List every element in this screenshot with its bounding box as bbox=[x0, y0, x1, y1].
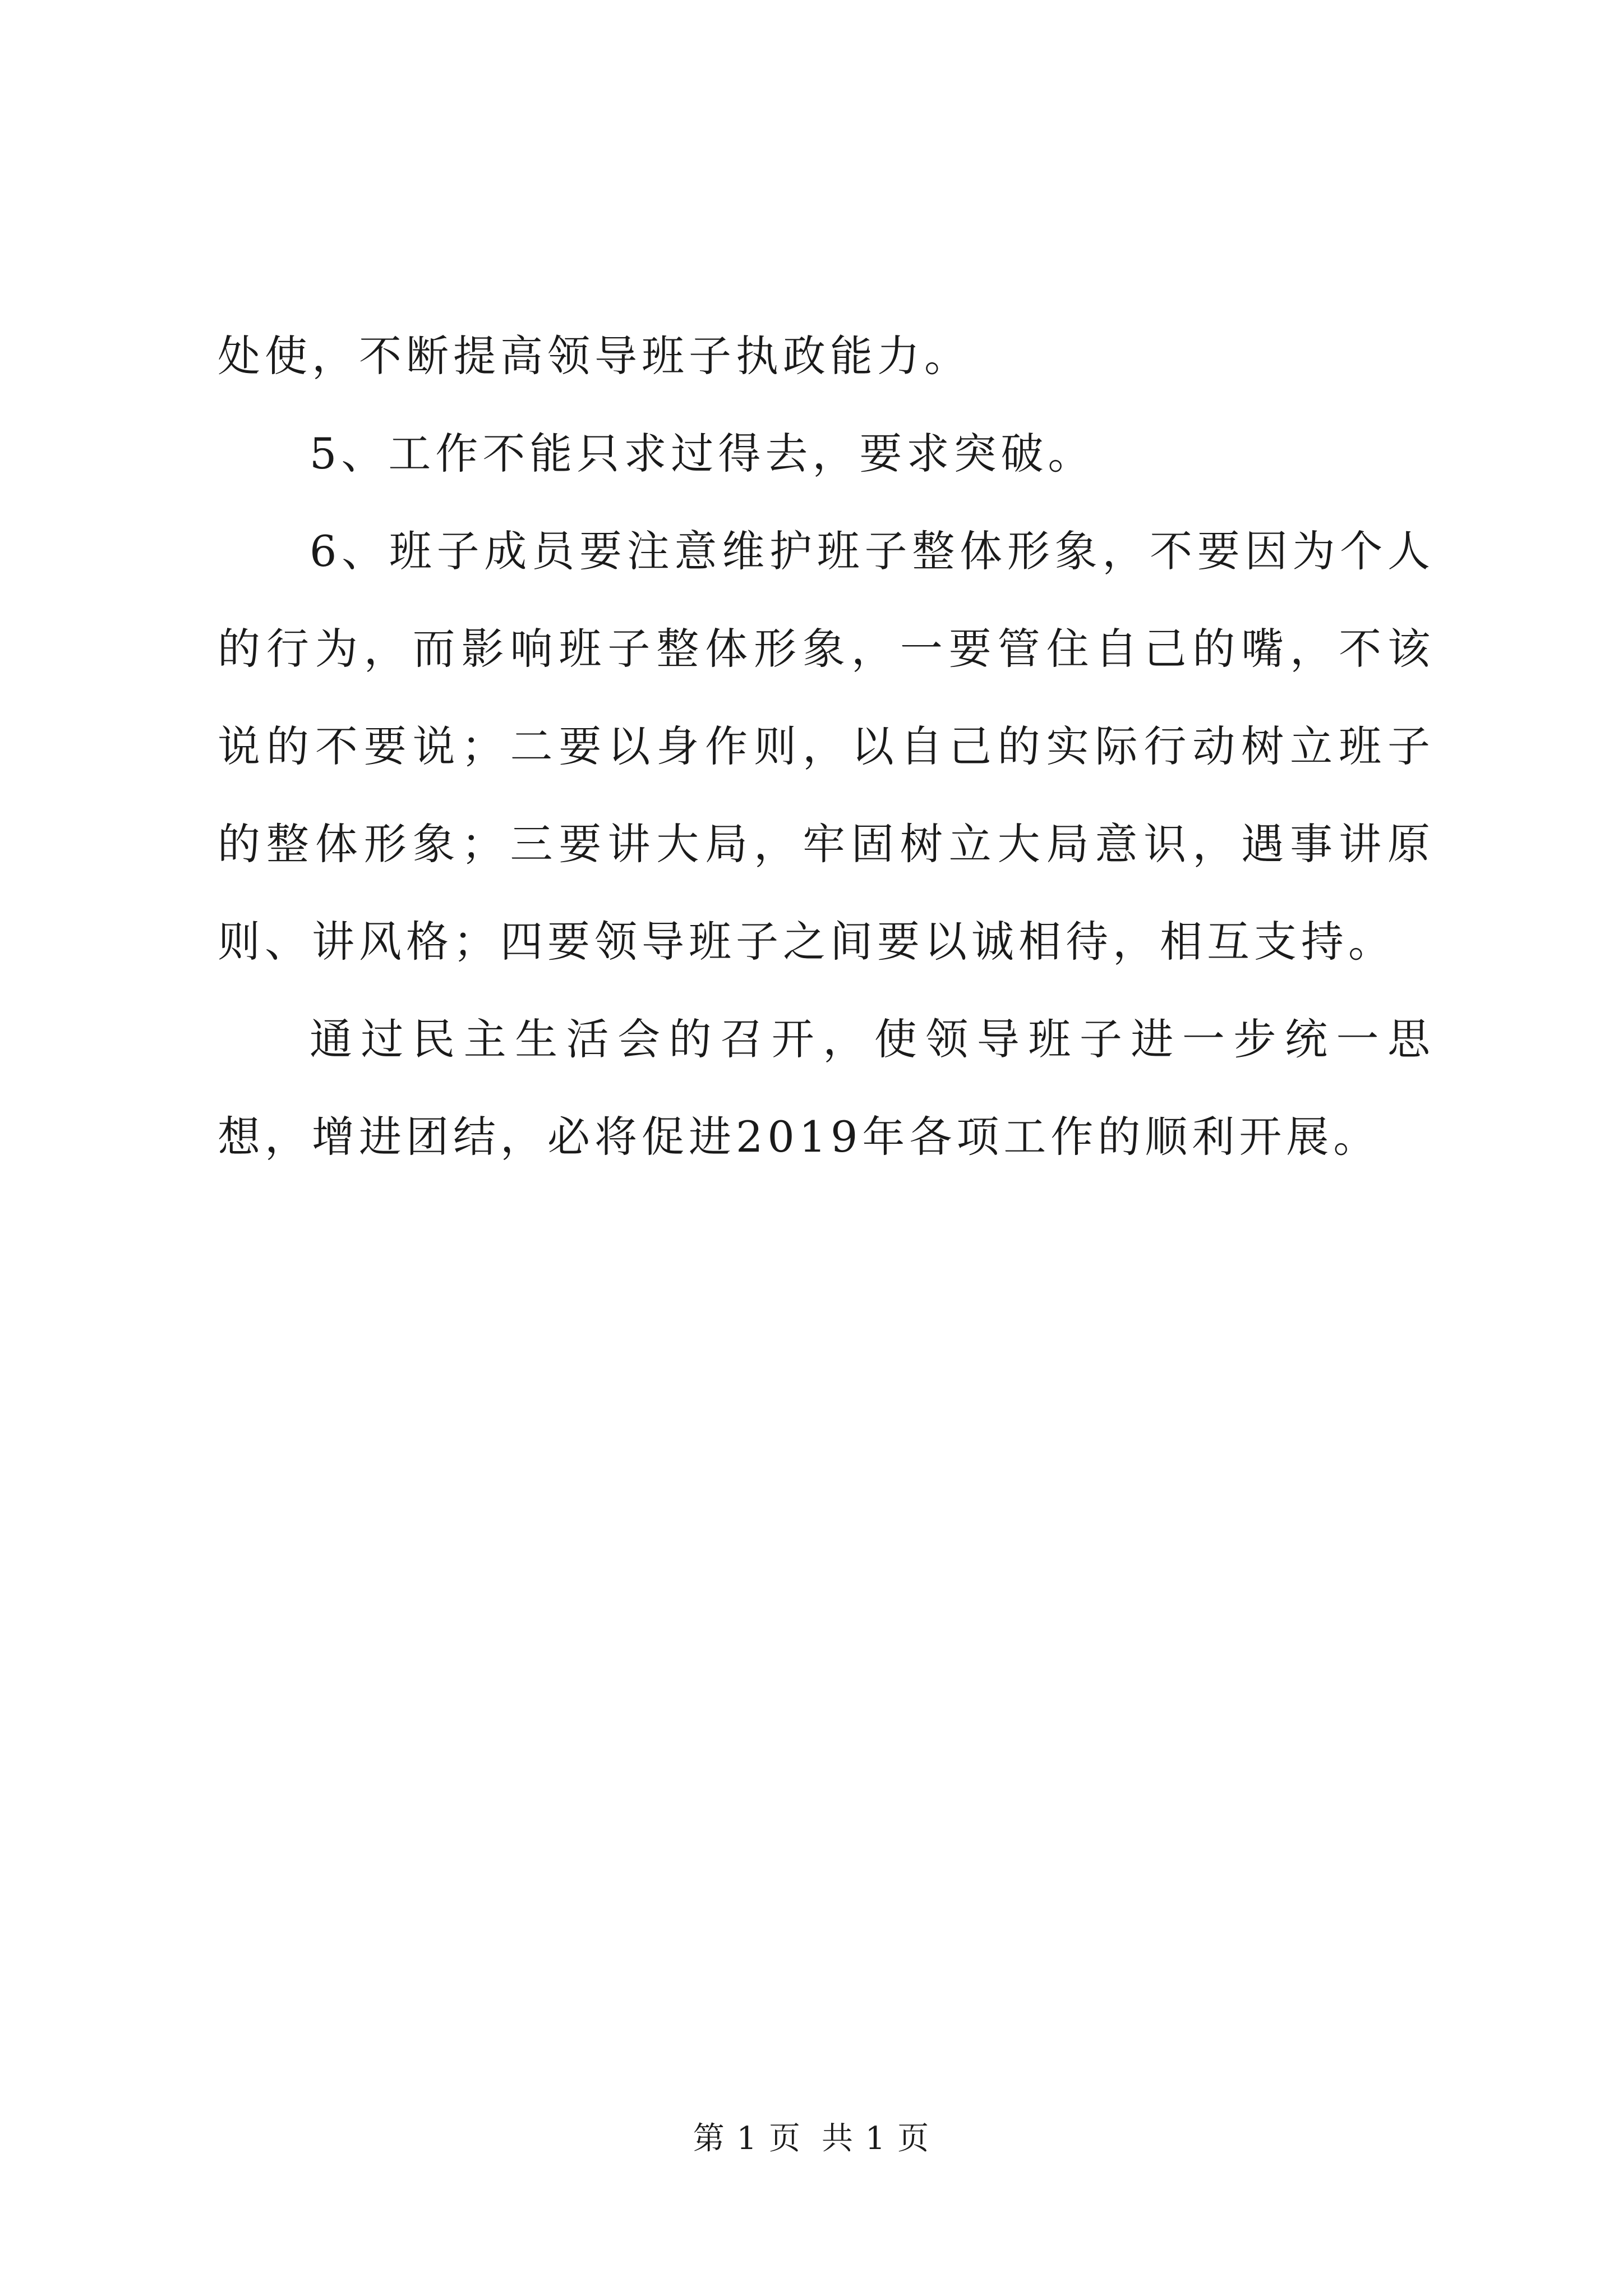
page-number-current: 第 1 页 bbox=[693, 2120, 801, 2157]
paragraph-conclusion: 通过民主生活会的召开，使领导班子进一步统一思想，增进团结，必将促进2019年各项工作的顺利开展。 bbox=[218, 1014, 1435, 1162]
page-number-total: 共 1 页 bbox=[822, 2120, 930, 2157]
page-footer bbox=[0, 2119, 1623, 2159]
paragraph-item-5: 5、工作不能只求过得去，要求突破。 bbox=[310, 429, 1095, 478]
document-body bbox=[218, 307, 1435, 1186]
paragraph-continuation: 处使，不断提高领导班子执政能力。 bbox=[218, 331, 971, 381]
paragraph-item-6: 6、班子成员要注意维护班子整体形象，不要因为个人的行为，而影响班子整体形象，一要管住自己的嘴，不该说的不要说；二要以身作则，以自己的实际行动树立班子的整体形象；三要讲大局，牢固树立大局意识，遇事讲原则、讲风格；四要领导班子之间要以诚相待，相互支持。 bbox=[218, 526, 1435, 967]
